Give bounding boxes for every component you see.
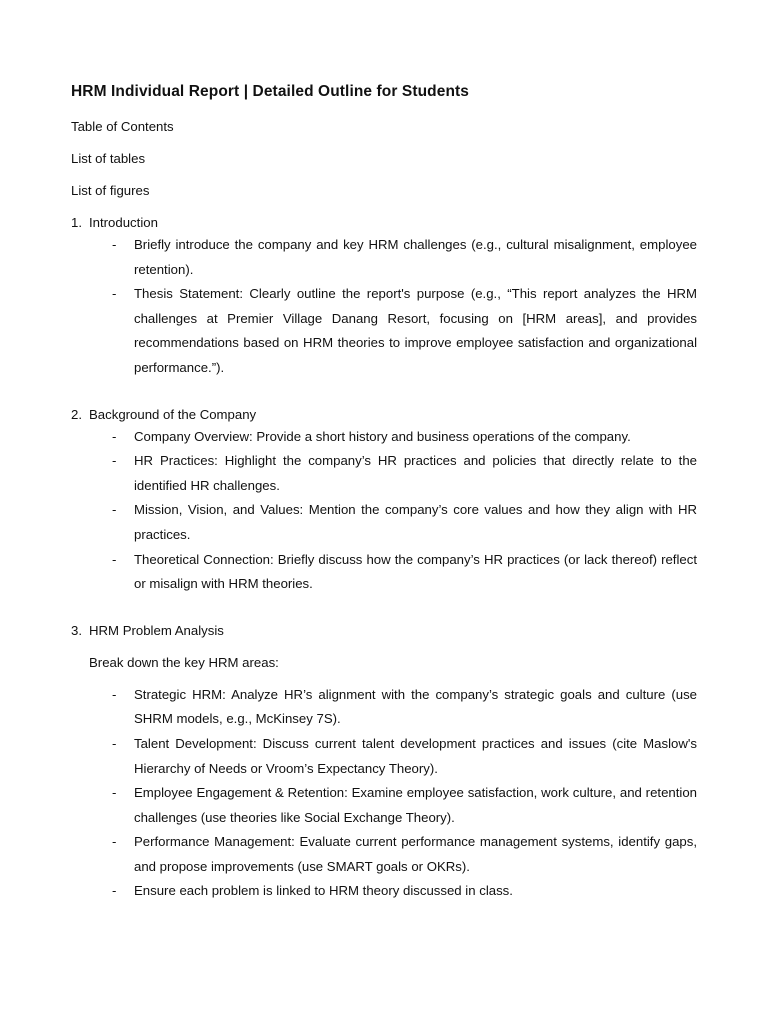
section-number: 3. [71,622,82,638]
bullet-marker: - [112,735,117,751]
section-background [71,405,697,597]
section-intro: Break down the key HRM areas: [89,654,279,670]
bullet-marker: - [112,834,117,850]
list-item [71,830,697,879]
bullet-list [71,683,697,904]
bullet-text: Mission, Vision, and Values: Mention the company’s core values and how they align with HR practices. [134,502,697,542]
bullet-text: Strategic HRM: Analyze HR’s alignment with the company’s strategic goals and culture (use SHRM models, e.g., McKinsey 7S). [134,686,697,727]
bullet-text: Theoretical Connection: Briefly discuss how the company’s HR practices (or lack thereof) reflect or misalign with HRM theories. [134,551,697,592]
list-item [71,879,697,904]
list-item [71,498,697,547]
bullet-marker: - [112,686,117,702]
section-title: Background of the Company [89,406,257,422]
bullet-marker: - [112,237,117,252]
bullet-list [71,425,697,597]
bullet-marker: - [112,502,117,518]
list-item [71,282,697,380]
document-page [71,80,697,904]
list-of-figures-entry: List of figures [71,183,150,198]
document-title: HRM Individual Report | Detailed Outline for Students [71,83,470,100]
section-title: Introduction [89,215,158,230]
bullet-text: Employee Engagement & Retention: Examine employee satisfaction, work culture, and retention challenges (use theories like Social Exchange Theory). [134,785,697,825]
list-item [71,732,697,781]
section-heading [71,621,697,641]
list-item [71,781,697,830]
bullet-text: Performance Management: Evaluate current performance management systems, identify gaps, and propose improvements (use SMART goals or OKRs). [134,834,697,874]
bullet-marker: - [112,453,117,469]
list-item [71,233,697,282]
section-title: HRM Problem Analysis [89,622,224,638]
section-hrm-problem-analysis [71,621,697,904]
bullet-text: Company Overview: Provide a short history and business operations of the company. [134,428,631,444]
bullet-marker: - [112,428,117,444]
bullet-marker: - [112,286,117,302]
list-item [71,449,697,498]
section-introduction [71,213,697,381]
bullet-marker: - [112,883,117,899]
list-item [71,548,697,597]
section-number: 1. [71,215,82,230]
list-item [71,425,697,450]
bullet-text: HR Practices: Highlight the company’s HR practices and policies that directly relate to the identified HR challenges. [134,453,697,493]
bullet-marker: - [112,551,117,567]
bullet-text: Thesis Statement: Clearly outline the report's purpose (e.g., “This report analyzes the HRM challenges at Premier Village Danang Resort, focusing on [HRM areas], and provides recommendations based on HRM theories to improve employee satisfaction and organizational performance.”). [134,286,697,375]
bullet-marker: - [112,785,117,801]
list-of-tables-entry: List of tables [71,151,146,166]
bullet-text: Briefly introduce the company and key HRM challenges (e.g., cultural misalignment, employee retention). [134,237,697,277]
list-item [71,683,697,732]
bullet-text: Talent Development: Discuss current talent development practices and issues (cite Maslow's Hierarchy of Needs or Vroom’s Expectancy Theory). [134,735,697,776]
section-heading [71,213,697,233]
table-of-contents-entry: Table of Contents [71,119,174,134]
section-heading [71,405,697,425]
section-number: 2. [71,406,82,422]
bullet-list [71,233,697,381]
bullet-text: Ensure each problem is linked to HRM theory discussed in class. [134,883,513,899]
